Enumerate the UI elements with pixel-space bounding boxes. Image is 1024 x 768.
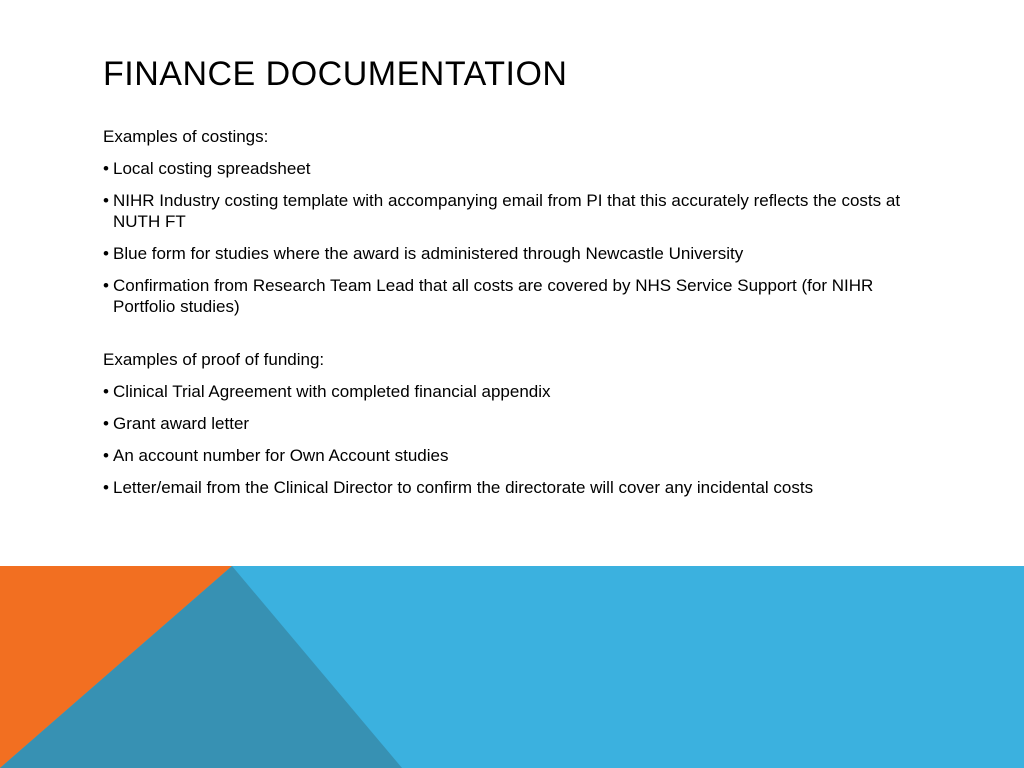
list-item: • Clinical Trial Agreement with completed financial appendix bbox=[103, 382, 551, 401]
list-item: • Local costing spreadsheet bbox=[103, 159, 311, 178]
list-item: • Grant award letter bbox=[103, 414, 250, 433]
slide-title: FINANCE DOCUMENTATION bbox=[103, 55, 568, 93]
section-spacer bbox=[103, 328, 933, 349]
funding-section bbox=[103, 349, 933, 498]
section-heading: Examples of costings: bbox=[103, 127, 269, 146]
bullet-dot-icon: • bbox=[103, 414, 109, 433]
list-item: • NIHR Industry costing template with accompanying email from PI that this accurately reflects the costs at NUTH FT bbox=[103, 191, 901, 231]
bullet-dot-icon: • bbox=[103, 244, 109, 263]
funding-list bbox=[103, 381, 933, 498]
slide-content bbox=[103, 126, 933, 509]
costings-list bbox=[103, 158, 933, 317]
section-heading: Examples of proof of funding: bbox=[103, 350, 325, 369]
bullet-dot-icon: • bbox=[103, 191, 109, 210]
decorative-footer-band bbox=[0, 566, 1024, 768]
costings-section bbox=[103, 126, 933, 317]
bullet-dot-icon: • bbox=[103, 478, 109, 497]
list-item: • Letter/email from the Clinical Director to confirm the directorate will cover any incidental costs bbox=[103, 478, 814, 497]
list-item: • Blue form for studies where the award is administered through Newcastle University bbox=[103, 244, 744, 263]
bullet-dot-icon: • bbox=[103, 446, 109, 465]
bullet-dot-icon: • bbox=[103, 276, 109, 295]
list-item: • Confirmation from Research Team Lead that all costs are covered by NHS Service Support (for NIHR Portfolio studies) bbox=[103, 276, 874, 316]
bullet-dot-icon: • bbox=[103, 382, 109, 401]
list-item: • An account number for Own Account studies bbox=[103, 446, 449, 465]
bullet-dot-icon: • bbox=[103, 159, 109, 178]
